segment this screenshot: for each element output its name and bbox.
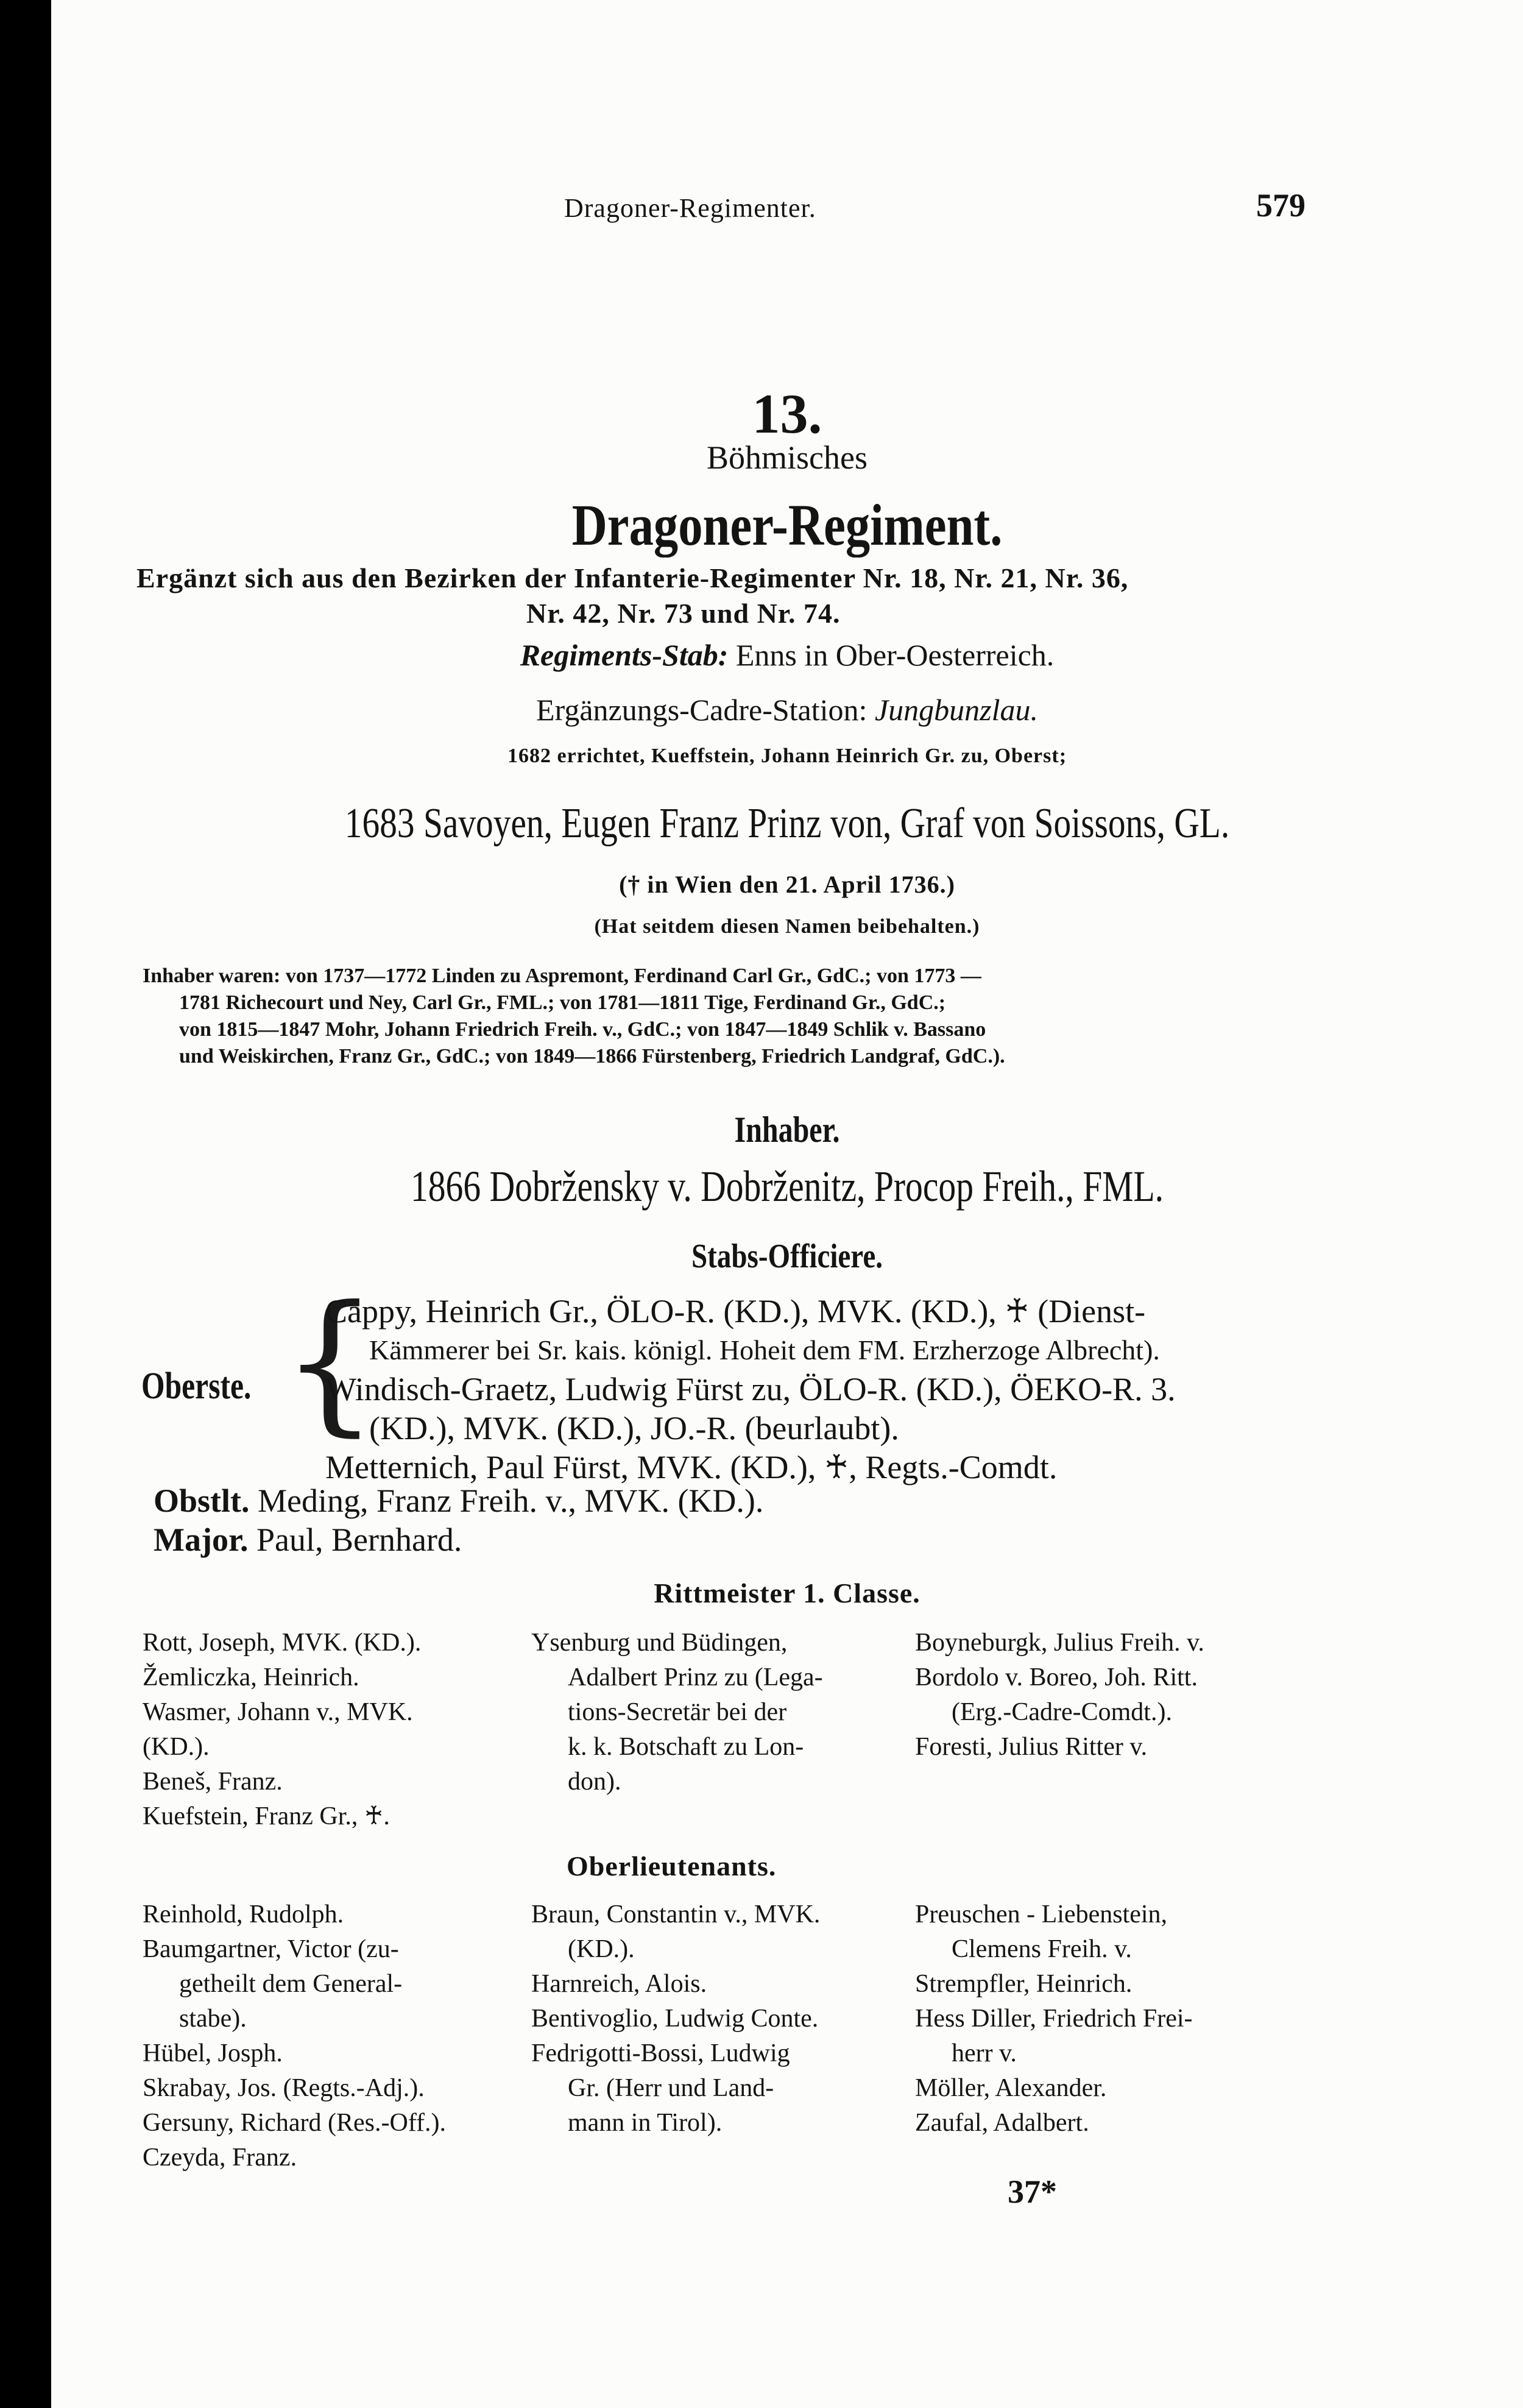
- list-item: Foresti, Julius Ritter v.: [915, 1733, 1148, 1761]
- oberste-brace: {: [281, 1273, 379, 1450]
- list-item: Kuefstein, Franz Gr., ♰.: [143, 1802, 390, 1830]
- founded-note: 1682 errichtet, Kueffstein, Johann Heinrich Gr. zu, Oberst;: [507, 745, 1067, 767]
- list-item: Möller, Alexander.: [915, 2074, 1107, 2102]
- list-item: Braun, Constantin v., MVK.: [531, 1900, 821, 1928]
- list-item: Gersuny, Richard (Res.-Off.).: [143, 2109, 447, 2137]
- major-entry: Paul, Bernhard.: [256, 1521, 462, 1558]
- regiment-subtitle: Böhmisches: [707, 439, 868, 476]
- former-owners-line: Inhaber waren: von 1737—1772 Linden zu Aspremont, Ferdinand Carl Gr., GdC.; von 1773 —: [143, 965, 981, 987]
- book-page: [51, 0, 1523, 2408]
- rittmeister-heading: Rittmeister 1. Classe.: [654, 1578, 921, 1609]
- obstlt-entry: Meding, Franz Freih. v., MVK. (KD.).: [258, 1482, 764, 1519]
- death-note: († in Wien den 21. April 1736.): [619, 871, 955, 898]
- major-row: [154, 1521, 462, 1559]
- list-item: Rott, Joseph, MVK. (KD.).: [143, 1629, 422, 1657]
- list-item: Hübel, Josph.: [143, 2039, 283, 2067]
- list-item: (KD.).: [568, 1935, 635, 1963]
- former-owners: [143, 963, 1005, 1070]
- oberste-line: Metternich, Paul Fürst, MVK. (KD.), ♰, Regts.-Comdt.: [325, 1449, 1058, 1486]
- list-item: Clemens Freih. v.: [952, 1935, 1132, 1963]
- list-item: don).: [568, 1768, 621, 1796]
- list-item: Žemliczka, Heinrich.: [143, 1663, 359, 1691]
- supplement-line-1: Ergänzt sich aus den Bezirken der Infanterie-Regimenter Nr. 18, Nr. 21, Nr. 36,: [136, 562, 1129, 593]
- list-item: Bordolo v. Boreo, Joh. Ritt.: [915, 1663, 1198, 1691]
- list-item: Hess Diller, Friedrich Frei-: [915, 2005, 1193, 2033]
- list-item: Zaufal, Adalbert.: [915, 2109, 1089, 2137]
- regiment-number: 13.: [752, 383, 822, 445]
- list-item: stabe).: [179, 2005, 247, 2033]
- list-item: mann in Tirol).: [568, 2109, 723, 2137]
- list-item: getheilt dem General-: [179, 1970, 403, 1998]
- page-number: 579: [1256, 187, 1306, 224]
- signature-mark: 37*: [1008, 2173, 1057, 2210]
- list-item: Bentivoglio, Ludwig Conte.: [531, 2005, 819, 2033]
- list-item: (KD.).: [143, 1733, 210, 1761]
- list-item: (Erg.-Cadre-Comdt.).: [952, 1698, 1172, 1726]
- obstlt-row: [154, 1482, 763, 1520]
- rittmeister-col-3: [915, 1626, 1204, 1765]
- patron-entry: 1683 Savoyen, Eugen Franz Prinz von, Graf von Soissons, GL.: [344, 800, 1230, 847]
- list-item: Fedrigotti-Bossi, Ludwig: [531, 2039, 790, 2067]
- list-item: k. k. Botschaft zu Lon-: [568, 1733, 804, 1761]
- stabs-officiere-heading: Stabs-Officiere.: [691, 1238, 883, 1275]
- staff-label: Regiments-Stab:: [520, 638, 729, 672]
- list-item: Gr. (Herr und Land-: [568, 2074, 774, 2102]
- oberste-line: Kämmerer bei Sr. kais. königl. Hoheit dem FM. Erzherzoge Albrecht).: [369, 1334, 1160, 1365]
- oberlieutenants-col-2: [531, 1897, 820, 2141]
- inhaber-entry: 1866 Dobržensky v. Dobrženitz, Procop Freih., FML.: [410, 1162, 1164, 1211]
- oberste-line: Windisch-Graetz, Ludwig Fürst zu, ÖLO-R. (KD.), ÖEKO-R. 3.: [325, 1371, 1176, 1408]
- regiment-staff: [51, 637, 1523, 673]
- list-item: Preuschen - Liebenstein,: [915, 1900, 1168, 1928]
- oberlieutenants-col-1: [143, 1897, 446, 2175]
- oberste-line: (KD.), MVK. (KD.), JO.-R. (beurlaubt).: [369, 1410, 899, 1447]
- major-label: Major.: [154, 1521, 249, 1558]
- list-item: Skrabay, Jos. (Regts.-Adj.).: [143, 2074, 425, 2102]
- name-note: (Hat seitdem diesen Namen beibehalten.): [594, 915, 980, 938]
- former-owners-line: von 1815—1847 Mohr, Johann Friedrich Freih. v., GdC.; von 1847—1849 Schlik v. Bassano: [179, 1018, 986, 1041]
- list-item: Baumgartner, Victor (zu-: [143, 1935, 399, 1963]
- list-item: Wasmer, Johann v., MVK.: [143, 1698, 413, 1726]
- rittmeister-col-2: [531, 1626, 823, 1799]
- former-owners-line: 1781 Richecourt und Ney, Carl Gr., FML.; von 1781—1811 Tige, Ferdinand Gr., GdC.;: [179, 991, 946, 1014]
- oberste-line: Cappy, Heinrich Gr., ÖLO-R. (KD.), MVK. (KD.), ♰ (Dienst-: [325, 1293, 1146, 1330]
- rittmeister-col-1: [143, 1626, 421, 1834]
- list-item: Beneš, Franz.: [143, 1768, 283, 1796]
- cadre-label: Ergänzungs-Cadre-Station:: [536, 693, 868, 727]
- list-item: Harnreich, Alois.: [531, 1970, 707, 1998]
- cadre-station: [51, 692, 1523, 728]
- list-item: herr v.: [952, 2039, 1017, 2067]
- list-item: Adalbert Prinz zu (Lega-: [568, 1663, 823, 1691]
- inhaber-heading: Inhaber.: [734, 1110, 840, 1150]
- oberlieutenants-col-3: [915, 1897, 1193, 2141]
- list-item: Strempfler, Heinrich.: [915, 1970, 1133, 1998]
- list-item: Boyneburgk, Julius Freih. v.: [915, 1629, 1204, 1657]
- regiment-title: Dragoner-Regiment.: [571, 492, 1003, 558]
- staff-place: Enns in Ober-Oesterreich.: [735, 638, 1055, 672]
- former-owners-line: und Weiskirchen, Franz Gr., GdC.; von 1849—1866 Fürstenberg, Friedrich Landgraf, GdC.).: [179, 1045, 1005, 1068]
- list-item: Czeyda, Franz.: [143, 2144, 297, 2172]
- oberlieutenants-heading: Oberlieutenants.: [567, 1850, 777, 1882]
- supplement-line-2: Nr. 42, Nr. 73 und Nr. 74.: [526, 598, 841, 629]
- cadre-place: Jungbunzlau.: [874, 693, 1038, 727]
- obstlt-label: Obstlt.: [154, 1482, 250, 1519]
- list-item: Reinhold, Rudolph.: [143, 1900, 344, 1928]
- list-item: Ysenburg und Büdingen,: [531, 1629, 788, 1657]
- list-item: tions-Secretär bei der: [568, 1698, 787, 1726]
- oberste-label: Oberste.: [141, 1365, 252, 1407]
- running-title: Dragoner-Regimenter.: [564, 193, 816, 223]
- oberste-list: [325, 1292, 1176, 1487]
